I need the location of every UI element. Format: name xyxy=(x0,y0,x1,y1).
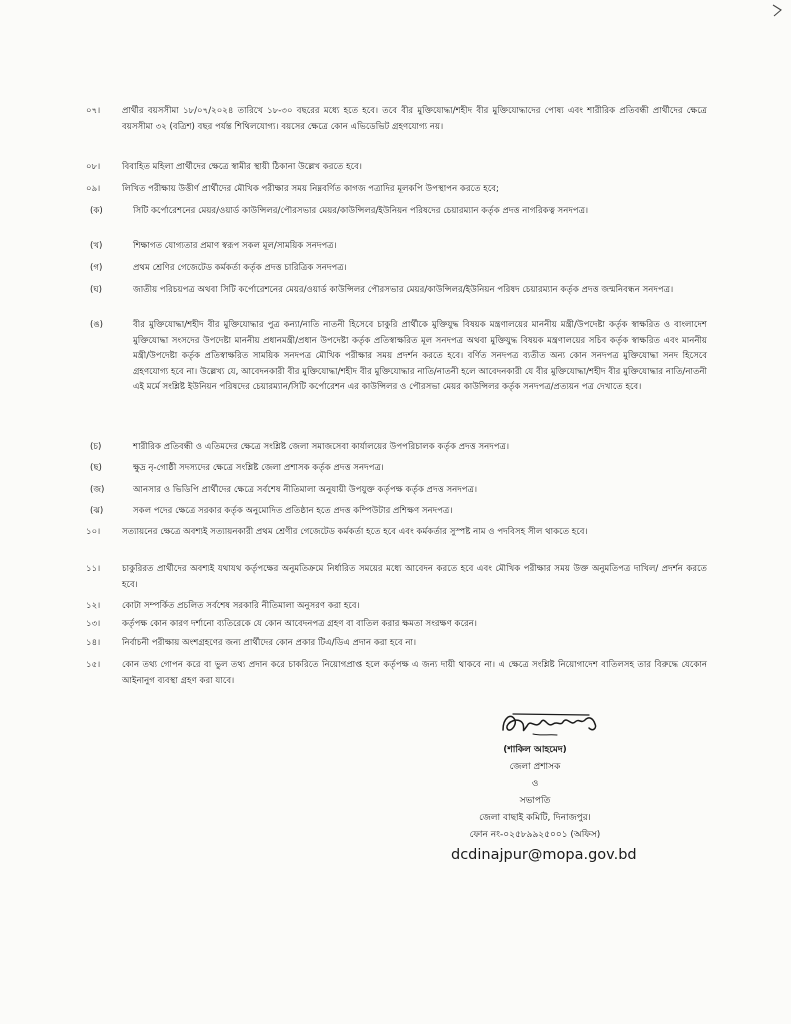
subclause-text: বীর মুক্তিযোদ্ধা/শহীদ বীর মুক্তিযোদ্ধার পুত্র কন্যা/নাতি নাতনী হিসেবে চাকুরি প্রার্থীকে মুক্তিযুদ্ধ বিষয়ক মন্ত্রণালয়ের মাননীয় মন্ত্রী/উপদেষ্টা কর্তৃক স্বাক্ষরিত ও বাংলাদেশ মুক্তিযোদ্ধা সংসদের উপদেষ্টা মাননীয় প্রধানমন্ত্রী/প্রধান উপদেষ্টা কর্তৃক প্রতিস্বাক্ষরিত মূল সনদপত্র অথবা মুক্তিযুদ্ধ বিষয়ক মন্ত্রণালয়ের সচিব কর্তৃক স্বাক্ষরিত এবং মাননীয় মন্ত্রী/উপদেষ্টা কর্তৃক প্রতিস্বাক্ষরিত সাময়িক সনদপত্র মৌখিক পরীক্ষার সময় প্রদর্শন করতে হবে। বর্ণিত সনদপত্র ব্যতীত অন্য কোন সনদপত্র মুক্তিযোদ্ধা সনদ হিসেবে গ্রহণযোগ্য হবে না। উল্লেখ্য যে, আবেদনকারী বীর মুক্তিযোদ্ধা/শহীদ বীর মুক্তিযোদ্ধার নাতি/নাতনী হলে আবেদনকারী যে বীর মুক্তিযোদ্ধা/শহীদ বীর মুক্তিযোদ্ধার নাতি/নাতনী এই মর্মে সংশ্লিষ্ট ইউনিয়ন পরিষদের চেয়ারম্যান/সিটি কর্পোরেশন এর কাউন্সিলর ও পৌরসভা মেয়র কাউন্সিলর কর্তৃক সনদপত্র/প্রত্যয়ন পত্র দেখাতে হবে। xyxy=(133,320,707,392)
subclause-mark: (ক) xyxy=(90,206,103,216)
subclause-text: ক্ষুদ্র নৃ-গোষ্ঠী সদস্যদের ক্ষেত্রে সংশ্লিষ্ট জেলা প্রশাসক কর্তৃক প্রদত্ত সনদপত্র। xyxy=(133,463,384,473)
corner-mark-icon xyxy=(771,4,783,18)
handwritten-signature xyxy=(497,704,607,742)
subclause-text: জাতীয় পরিচয়পত্র অথবা সিটি কর্পোরেশনের মেয়র/ওয়ার্ড কাউন্সিলর পৌরসভার মেয়র/কাউন্সিলর/ইউনিয়ন পরিষদ চেয়ারম্যান কর্তৃক প্রদত্ত জন্মনিবন্ধন সনদপত্র। xyxy=(133,285,674,295)
clause-number: ১৪। xyxy=(86,638,101,648)
signatory-role: সভাপতি xyxy=(519,796,551,806)
clause-text: কর্তৃপক্ষ কোন কারণ দর্শানো ব্যতিরেকে যে কোন আবেদনপত্র গ্রহণ বা বাতিল করার ক্ষমতা সংরক্ষণ করেন। xyxy=(122,619,477,629)
subclause-text: শিক্ষাগত যোগ্যতার প্রমাণ স্বরূপ সকল মূল/সাময়িক সনদপত্র। xyxy=(133,241,337,251)
clause-text: কোটা সম্পর্কিত প্রচলিত সর্বশেষ সরকারি নীতিমালা অনুসরণ করা হবে। xyxy=(122,601,360,611)
clause-text: নির্বাচনী পরীক্ষায় অংশগ্রহণের জন্য প্রার্থীদের কোন প্রকার টিএ/ডিএ প্রদান করা হবে না। xyxy=(122,638,417,648)
subclause-text: শারীরিক প্রতিবন্ধী ও এতিমদের ক্ষেত্রে সংশ্লিষ্ট জেলা সমাজসেবা কার্যালয়ের উপপরিচালক কর্তৃক প্রদত্ত সনদপত্র। xyxy=(133,442,510,452)
clause-text: লিখিত পরীক্ষায় উত্তীর্ণ প্রার্থীদের মৌখিক পরীক্ষার সময় নিম্নবর্ণিত কাগজ পত্রাদির মূলকপি উপস্থাপন করতে হবে; xyxy=(122,184,499,194)
clause-text: প্রার্থীর বয়সসীমা ১৮/০৭/২০২৪ তারিখে ১৮-৩০ বছরের মধ্যে হতে হবে। তবে বীর মুক্তিযোদ্ধা/শহীদ বীর মুক্তিযোদ্ধাদের পোষ্য এবং শারীরিক প্রতিবন্ধী প্রার্থীদের ক্ষেত্রে বয়সসীমা ৩২ (বত্রিশ) বছর পর্যন্ত শিথিলযোগ্য। বয়সের ক্ষেত্রে কোন এভিডেভিট গ্রহণযোগ্য নয়। xyxy=(122,106,707,132)
subclause-text: প্রথম শ্রেণির গেজেটেড কর্মকর্তা কর্তৃক প্রদত্ত চারিত্রিক সনদপত্র। xyxy=(133,263,347,273)
subclause-mark: (গ) xyxy=(90,263,103,273)
signatory-block xyxy=(430,742,640,844)
signatory-committee: জেলা বাছাই কমিটি, দিনাজপুর। xyxy=(479,813,591,823)
clause-number: ০৭। xyxy=(86,106,101,116)
clause-number: ১১। xyxy=(86,564,101,574)
clause-text: চাকুরিরত প্রার্থীদের অবশ্যই যথাযথ কর্তৃপক্ষের অনুমতিক্রমে নির্ধারিত সময়ের মধ্যে আবেদন করতে হবে এবং মৌখিক পরীক্ষার সময় উক্ত অনুমতিপত্র দাখিল/ প্রদর্শন করতে হবে। xyxy=(122,564,707,590)
clause-number: ১৩। xyxy=(86,619,101,629)
subclause-mark: (ছ) xyxy=(90,463,102,473)
signatory-designation: জেলা প্রশাসক xyxy=(509,762,561,772)
clause-number: ১৫। xyxy=(86,660,101,670)
subclause-mark: (চ) xyxy=(90,442,102,452)
clause-text: বিবাহিত মহিলা প্রার্থীদের ক্ষেত্রে স্বামীর স্থায়ী ঠিকানা উল্লেখ করতে হবে। xyxy=(122,162,362,172)
subclause-mark: (ঝ) xyxy=(90,506,104,516)
subclause-mark: (ঘ) xyxy=(90,285,103,295)
signatory-name: (শাকিল আহমেদ) xyxy=(503,745,567,755)
clause-text: কোন তথ্য গোপন করে বা ভুল তথ্য প্রদান করে চাকরিতে নিয়োগপ্রাপ্ত হলে কর্তৃপক্ষ এ জন্য দায়ী থাকবে না। এ ক্ষেত্রে সংশ্লিষ্ট নিয়োগাদেশ বাতিলসহ তার বিরুদ্ধে যেকোন আইনানুগ ব্যবস্থা গ্রহণ করা যাবে। xyxy=(122,660,707,686)
subclause-text: সকল পদের ক্ষেত্রে সরকার কর্তৃক অনুমোদিত প্রতিষ্ঠান হতে প্রদত্ত কম্পিউটার প্রশিক্ষণ সনদপত্র। xyxy=(133,506,453,516)
signatory-conjunction: ও xyxy=(531,779,539,789)
subclause-mark: (জ) xyxy=(90,485,105,495)
subclause-mark: (ঙ) xyxy=(90,320,104,330)
subclause-text: আনসার ও ভিডিপি প্রার্থীদের ক্ষেত্রে সর্বশেষ নীতিমালা অনুযায়ী উপযুক্ত কর্তৃপক্ষ কর্তৃক প্রদত্ত সনদপত্র। xyxy=(133,485,478,495)
clause-number: ১২। xyxy=(86,601,101,611)
clause-text: সত্যায়নের ক্ষেত্রে অবশ্যই সত্যায়নকারী প্রথম শ্রেণীর গেজেটেড কর্মকর্তা হতে হবে এবং কর্মকর্তার সুস্পষ্ট নাম ও পদবিসহ সীল থাকতে হবে। xyxy=(122,527,588,537)
clause-number: ০৯। xyxy=(86,184,101,194)
subclause-mark: (খ) xyxy=(90,241,103,251)
signatory-email: dcdinajpur@mopa.gov.bd xyxy=(451,847,637,863)
clause-number: ০৮। xyxy=(86,162,101,172)
subclause-text: সিটি কর্পোরেশনের মেয়র/ওয়ার্ড কাউন্সিলর/পৌরসভার মেয়র/কাউন্সিলর/ইউনিয়ন পরিষদের চেয়ারম্যান কর্তৃক প্রদত্ত নাগরিকত্ব সনদপত্র। xyxy=(133,206,589,216)
clause-number: ১০। xyxy=(86,527,101,537)
signatory-phone: ফোন নং-০২৫৮৯৯২৫০০১ (অফিস) xyxy=(469,830,601,840)
